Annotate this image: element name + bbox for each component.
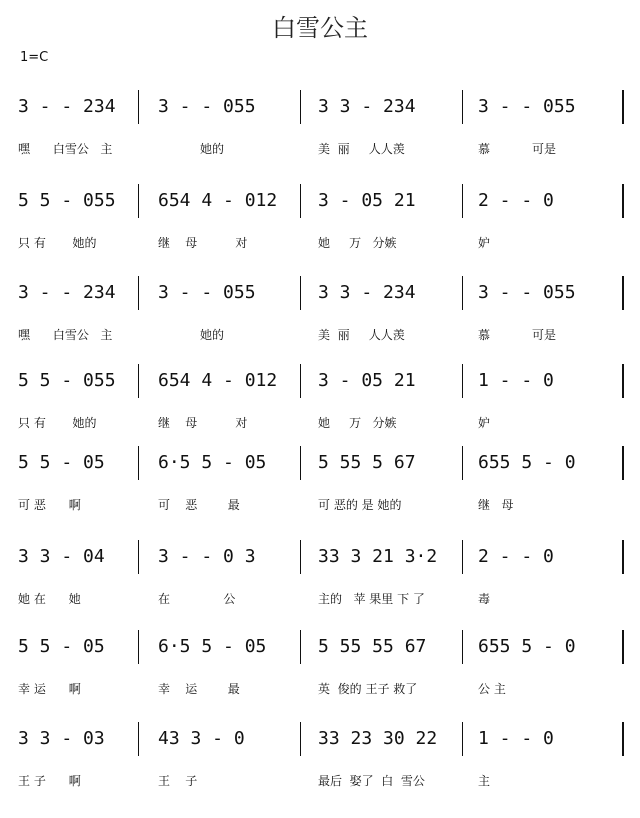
lyrics-line xyxy=(0,326,640,344)
lyric-segment: 慕 可是 xyxy=(478,142,556,156)
lyric-segment: 幸 运 最 xyxy=(158,682,240,696)
barline xyxy=(300,722,301,756)
barline xyxy=(462,364,463,398)
barline xyxy=(462,184,463,218)
lyric-segment: 幸 运 啊 xyxy=(18,682,81,696)
measure: 5 55 55 67 xyxy=(318,636,427,657)
measure: 3 - - 0 3 xyxy=(158,546,256,567)
measure: 655 5 - 0 xyxy=(478,452,576,473)
measure: 3 - - 234 xyxy=(18,96,116,117)
score-row xyxy=(0,370,640,460)
measure: 654 4 - 012 xyxy=(158,190,278,211)
measure: 1 - - 0 xyxy=(478,370,554,391)
notes-line xyxy=(0,370,640,400)
notes-line xyxy=(0,728,640,758)
score-row xyxy=(0,282,640,372)
measure: 3 - - 055 xyxy=(158,282,256,303)
barline xyxy=(300,446,301,480)
measure: 6·5 5 - 05 xyxy=(158,636,267,657)
key-signature: 1=C xyxy=(20,50,49,65)
barline xyxy=(300,276,301,310)
measure: 43 3 - 0 xyxy=(158,728,245,749)
lyric-segment: 最后 娶了 白 雪公 xyxy=(318,774,425,788)
lyric-segment: 继 母 对 xyxy=(158,236,248,250)
lyrics-line xyxy=(0,496,640,514)
measure: 2 - - 0 xyxy=(478,190,554,211)
barline xyxy=(462,276,463,310)
measure: 5 5 - 055 xyxy=(18,370,116,391)
barline xyxy=(138,446,139,480)
score-row xyxy=(0,452,640,542)
measure: 3 3 - 234 xyxy=(318,96,416,117)
score-row xyxy=(0,636,640,726)
lyric-segment: 王 子 xyxy=(158,774,198,788)
measure: 3 - - 055 xyxy=(478,96,576,117)
lyric-segment: 在 公 xyxy=(158,592,236,606)
measure: 3 - - 234 xyxy=(18,282,116,303)
barline xyxy=(300,364,301,398)
barline xyxy=(622,184,624,218)
measure: 3 - 05 21 xyxy=(318,190,416,211)
score-row xyxy=(0,546,640,636)
lyric-segment: 公 主 xyxy=(478,682,506,696)
lyric-segment: 嘿 白雪公 主 xyxy=(18,142,113,156)
lyric-segment: 慕 可是 xyxy=(478,328,556,342)
barline xyxy=(622,364,624,398)
lyric-segment: 嘿 白雪公 主 xyxy=(18,328,113,342)
measure: 2 - - 0 xyxy=(478,546,554,567)
barline xyxy=(622,90,624,124)
barline xyxy=(462,540,463,574)
measure: 5 5 - 055 xyxy=(18,190,116,211)
lyric-segment: 她的 xyxy=(158,142,224,156)
measure: 5 5 - 05 xyxy=(18,452,105,473)
lyric-segment: 继 母 对 xyxy=(158,416,248,430)
lyric-segment: 她 万 分嫉 xyxy=(318,236,397,250)
measure: 1 - - 0 xyxy=(478,728,554,749)
score-row xyxy=(0,190,640,280)
lyrics-line xyxy=(0,234,640,252)
notes-line xyxy=(0,452,640,482)
lyric-segment: 可 恶的 是 她的 xyxy=(318,498,402,512)
barline xyxy=(622,540,624,574)
barline xyxy=(138,184,139,218)
measure: 33 3 21 3·2 xyxy=(318,546,438,567)
barline xyxy=(622,276,624,310)
measure: 3 3 - 234 xyxy=(318,282,416,303)
barline xyxy=(462,446,463,480)
notes-line xyxy=(0,96,640,126)
measure: 5 55 5 67 xyxy=(318,452,416,473)
barline xyxy=(622,630,624,664)
lyric-segment: 可 恶 最 xyxy=(158,498,240,512)
barline xyxy=(138,276,139,310)
lyric-segment: 她 万 分嫉 xyxy=(318,416,397,430)
lyric-segment: 可 恶 啊 xyxy=(18,498,81,512)
lyrics-line xyxy=(0,590,640,608)
lyric-segment: 美 丽 人人羡 xyxy=(318,142,405,156)
song-title: 白雪公主 xyxy=(272,14,368,42)
barline xyxy=(622,722,624,756)
lyrics-line xyxy=(0,772,640,790)
measure: 3 - - 055 xyxy=(478,282,576,303)
lyric-segment: 妒 xyxy=(478,416,491,430)
barline xyxy=(300,630,301,664)
lyric-segment: 妒 xyxy=(478,236,491,250)
barline xyxy=(462,630,463,664)
barline xyxy=(138,630,139,664)
lyric-segment: 毒 xyxy=(478,592,491,606)
measure: 3 - - 055 xyxy=(158,96,256,117)
barline xyxy=(300,184,301,218)
lyrics-line xyxy=(0,140,640,158)
lyrics-line xyxy=(0,680,640,698)
barline xyxy=(622,446,624,480)
lyric-segment: 只 有 她的 xyxy=(18,416,97,430)
barline xyxy=(138,364,139,398)
measure: 3 3 - 04 xyxy=(18,546,105,567)
measure: 3 - 05 21 xyxy=(318,370,416,391)
lyric-segment: 美 丽 人人羡 xyxy=(318,328,405,342)
lyric-segment: 王 子 啊 xyxy=(18,774,81,788)
measure: 655 5 - 0 xyxy=(478,636,576,657)
measure: 6·5 5 - 05 xyxy=(158,452,267,473)
measure: 5 5 - 05 xyxy=(18,636,105,657)
barline xyxy=(462,90,463,124)
barline xyxy=(138,722,139,756)
lyric-segment: 继 母 xyxy=(478,498,514,512)
measure: 654 4 - 012 xyxy=(158,370,278,391)
score-row xyxy=(0,728,640,818)
lyric-segment: 她的 xyxy=(158,328,224,342)
score-row xyxy=(0,96,640,186)
barline xyxy=(138,540,139,574)
notes-line xyxy=(0,546,640,576)
barline xyxy=(462,722,463,756)
barline xyxy=(138,90,139,124)
notes-line xyxy=(0,282,640,312)
lyrics-line xyxy=(0,414,640,432)
barline xyxy=(300,90,301,124)
measure: 33 23 30 22 xyxy=(318,728,438,749)
lyric-segment: 只 有 她的 xyxy=(18,236,97,250)
notes-line xyxy=(0,636,640,666)
lyric-segment: 主的 苹 果里 下 了 xyxy=(318,592,425,606)
notes-line xyxy=(0,190,640,220)
measure: 3 3 - 03 xyxy=(18,728,105,749)
lyric-segment: 英 俊的 王子 救了 xyxy=(318,682,418,696)
lyric-segment: 她 在 她 xyxy=(18,592,81,606)
lyric-segment: 主 xyxy=(478,774,491,788)
barline xyxy=(300,540,301,574)
